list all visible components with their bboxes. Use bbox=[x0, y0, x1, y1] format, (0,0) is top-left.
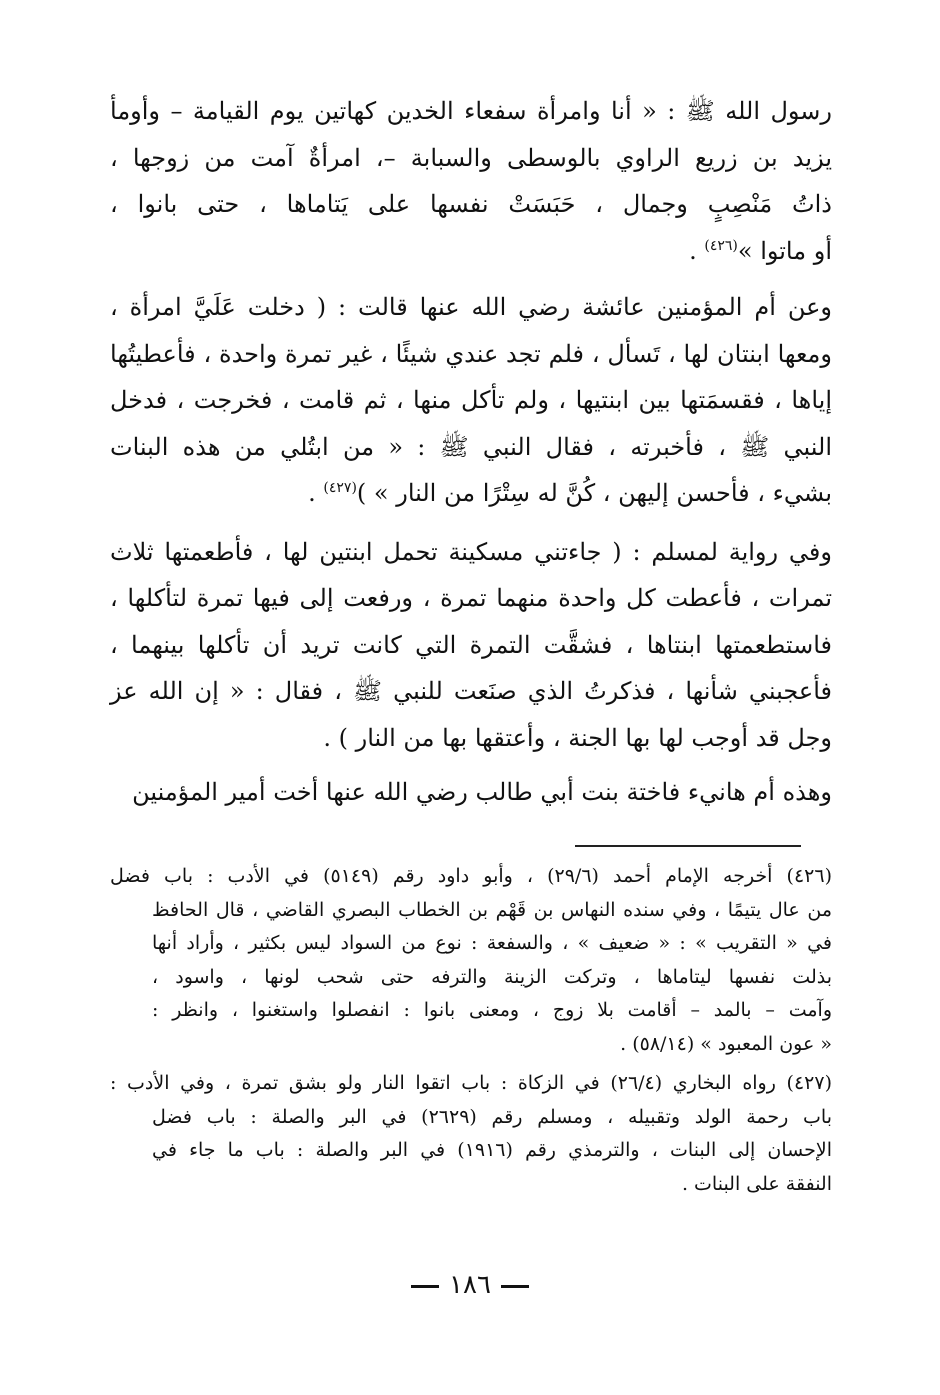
text-line: فاستطعمتها ابنتاها ، فشقَّت التمرة التي كانت تريد أن تأكلها بينهما ، bbox=[110, 630, 832, 659]
footnote-line: النفقة على البنات . bbox=[681, 1172, 832, 1195]
footnote-line: (٤٢٧) رواه البخاري (٢٦/٤) في الزكاة : باب اتقوا النار ولو بشق تمرة ، وفي الأدب : bbox=[110, 1072, 832, 1094]
footnote-line: « عون المعبود » (٥٨/١٤) . bbox=[620, 1032, 832, 1055]
text-line: ومعها ابنتان لها ، تَسأل ، فلم تجد عندي شيئًا ، غير تمرة واحدة ، فأعطيتُها bbox=[110, 339, 832, 368]
dash-right bbox=[501, 1285, 529, 1288]
footnote-427 bbox=[110, 1067, 832, 1201]
paragraph-2 bbox=[110, 284, 832, 517]
text-line: وجل قد أوجب لها بها الجنة ، وأعتقها بها من النار ) . bbox=[323, 723, 832, 752]
text-line: تمرات ، فأعطت كل واحدة منهما تمرة ، ورفعت إلى فيها تمرة لتأكلها ، bbox=[110, 584, 832, 612]
main-text bbox=[110, 88, 832, 816]
text-line: ذاتُ مَنْصِبٍ وجمال ، حَبَسَتْ نفسها على يَتاماها ، حتى بانوا ، bbox=[110, 190, 832, 218]
paragraph-3 bbox=[110, 529, 832, 762]
dash-left bbox=[411, 1285, 439, 1288]
paragraph-1 bbox=[110, 88, 832, 274]
text-line: يزيد بن زريع الراوي بالوسطى والسبابة –، امرأةٌ آمت من زوجها ، bbox=[110, 143, 832, 172]
text-line-last bbox=[110, 228, 832, 275]
text-line: وهذه أم هانيء فاختة بنت أبي طالب رضي الله عنها أخت أمير المؤمنين bbox=[132, 778, 832, 806]
text-line-last bbox=[110, 470, 832, 517]
footnotes bbox=[110, 860, 832, 1205]
text-line: النبي ﷺ ، فأخبرته ، فقال النبي ﷺ : « من ابتُلي من هذه البنات bbox=[110, 432, 832, 461]
text-line: إياها ، فقسمَتها بين ابنتيها ، ولم تأكل منها ، ثم قامت ، فخرجت ، فدخل bbox=[110, 386, 832, 414]
footnote-separator bbox=[575, 845, 801, 847]
footnote-line: بذلت نفسها ليتاماها ، وتركت الزينة والترفه حتى شحب لونها ، واسود ، bbox=[152, 965, 832, 988]
page-number-text: ١٨٦ bbox=[449, 1270, 491, 1300]
footnote-line: باب رحمة الولد وتقبيله ، ومسلم رقم (٢٦٢٩) في البر والصلة : باب فضل bbox=[152, 1105, 832, 1128]
footnote-426 bbox=[110, 860, 832, 1061]
footnote-line: (٤٢٦) أخرجه الإمام أحمد (٢٩/٦) ، وأبو داود رقم (٥١٤٩) في الأدب : باب فضل bbox=[110, 865, 832, 887]
text-line: وفي رواية لمسلم : ( جاءتني مسكينة تحمل ابنتين لها ، فأطعمتها ثلاث bbox=[110, 537, 832, 566]
page-number bbox=[0, 1265, 940, 1305]
end-punctuation: . bbox=[689, 236, 705, 265]
text-line: رسول الله ﷺ : « أنا وامرأة سفعاء الخدين كهاتين يوم القيامة – وأومأ bbox=[110, 97, 832, 125]
footnote-reference: (٤٢٧) bbox=[323, 480, 357, 496]
footnote-line: وآمت – بالمد – أقامت بلا زوج ، ومعنى بانوا : انفصلوا واستغنوا ، وانظر : bbox=[152, 999, 832, 1021]
footnote-reference: (٤٢٦) bbox=[704, 237, 738, 254]
footnote-line: من عال يتيمًا ، وفي سنده النهاس بن قَهْم بن الخطاب البصري القاضي ، قال الحافظ bbox=[152, 898, 832, 921]
text-line: أو ماتوا » bbox=[737, 236, 832, 265]
text-line: بشيء ، فأحسن إليهن ، كُنَّ له سِتْرًا من النار » ) bbox=[356, 479, 832, 507]
footnote-line: الإحسان إلى البنات ، والترمذي رقم (١٩١٦) في البر والصلة : باب ما جاء في bbox=[152, 1139, 832, 1161]
text-line: فأعجبني شأنها ، فذكرتُ الذي صنَعت للنبي ﷺ ، فقال : « إن الله عز bbox=[110, 677, 832, 705]
paragraph-4 bbox=[110, 769, 832, 816]
text-line: وعن أم المؤمنين عائشة رضي الله عنها قالت : ( دخلت عَلَيَّ امرأة ، bbox=[110, 293, 832, 321]
end-punctuation: . bbox=[308, 479, 324, 507]
footnote-line: في « التقريب » : « ضعيف » ، والسفعة : نوع من السواد ليس بكثير ، وأراد أنها bbox=[152, 932, 832, 954]
